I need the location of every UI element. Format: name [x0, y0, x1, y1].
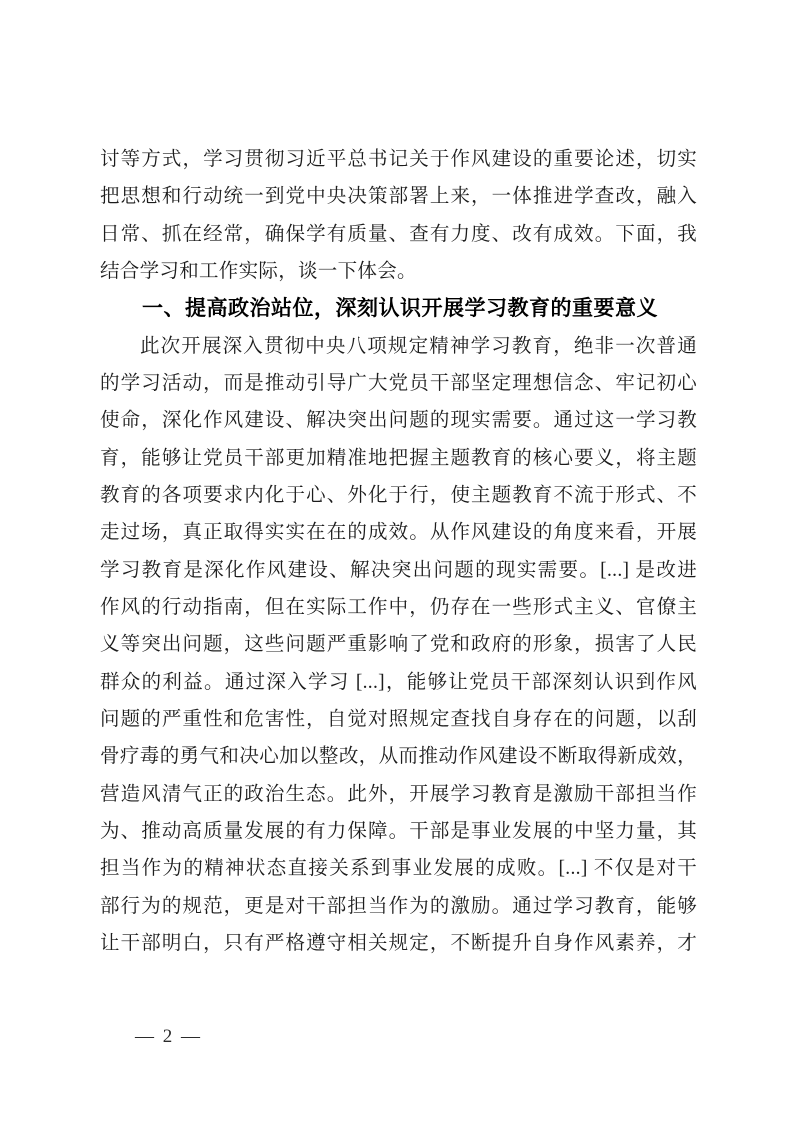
paragraph-body [100, 328, 697, 963]
page-number: — 2 — [135, 1026, 202, 1047]
text-line: 作风的行动指南，但在实际工作中，仍存在一些形式主义、官僚主 [100, 596, 697, 618]
text-line: 把思想和行动统一到党中央决策部署上来，一体推进学查改，融入 [100, 186, 697, 208]
text-line: 部行为的规范，更是对干部担当作为的激励。通过学习教育，能够 [100, 895, 697, 917]
text-line: 此次开展深入贯彻中央八项规定精神学习教育，绝非一次普通 [139, 335, 697, 357]
text-line: 骨疗毒的勇气和决心加以整改，从而推动作风建设不断取得新成效， [100, 746, 697, 768]
section-heading: 一、提高政治站位，深刻认识开展学习教育的重要意义 [142, 297, 658, 321]
text-line: 让干部明白，只有严格遵守相关规定，不断提升自身作风素养，才 [100, 932, 697, 954]
text-line: 使命，深化作风建设、解决突出问题的现实需要。通过这一学习教 [100, 410, 697, 432]
text-line: 义等突出问题，这些问题严重影响了党和政府的形象，损害了人民 [100, 634, 697, 656]
paragraph-continuation [100, 141, 697, 290]
text-line: 群众的利益。通过深入学习 [...]，能够让党员干部深刻认识到作风 [100, 671, 697, 693]
text-line: 担当作为的精神状态直接关系到事业发展的成败。[...] 不仅是对干 [100, 858, 697, 880]
text-line: 教育的各项要求内化于心、外化于行，使主题教育不流于形式、不 [100, 484, 697, 506]
text-line: 结合学习和工作实际，谈一下体会。 [100, 260, 417, 282]
document-body [100, 141, 697, 962]
text-line: 营造风清气正的政治生态。此外，开展学习教育是激励干部担当作 [100, 783, 697, 805]
text-line: 讨等方式，学习贯彻习近平总书记关于作风建设的重要论述，切实 [100, 149, 697, 170]
text-line: 的学习活动，而是推动引导广大党员干部坚定理想信念、牢记初心 [100, 372, 697, 394]
text-line: 走过场，真正取得实实在在的成效。从作风建设的角度来看，开展 [100, 522, 697, 544]
text-line: 学习教育是深化作风建设、解决突出问题的现实需要。[...] 是改进 [100, 559, 697, 581]
text-line: 为、推动高质量发展的有力保障。干部是事业发展的中坚力量，其 [100, 820, 697, 842]
text-line: 日常、抓在经常，确保学有质量、查有力度、改有成效。下面，我 [100, 223, 697, 245]
text-line: 育，能够让党员干部更加精准地把握主题教育的核心要义，将主题 [100, 447, 697, 469]
text-line: 问题的严重性和危害性，自觉对照规定查找自身存在的问题，以刮 [100, 708, 697, 730]
